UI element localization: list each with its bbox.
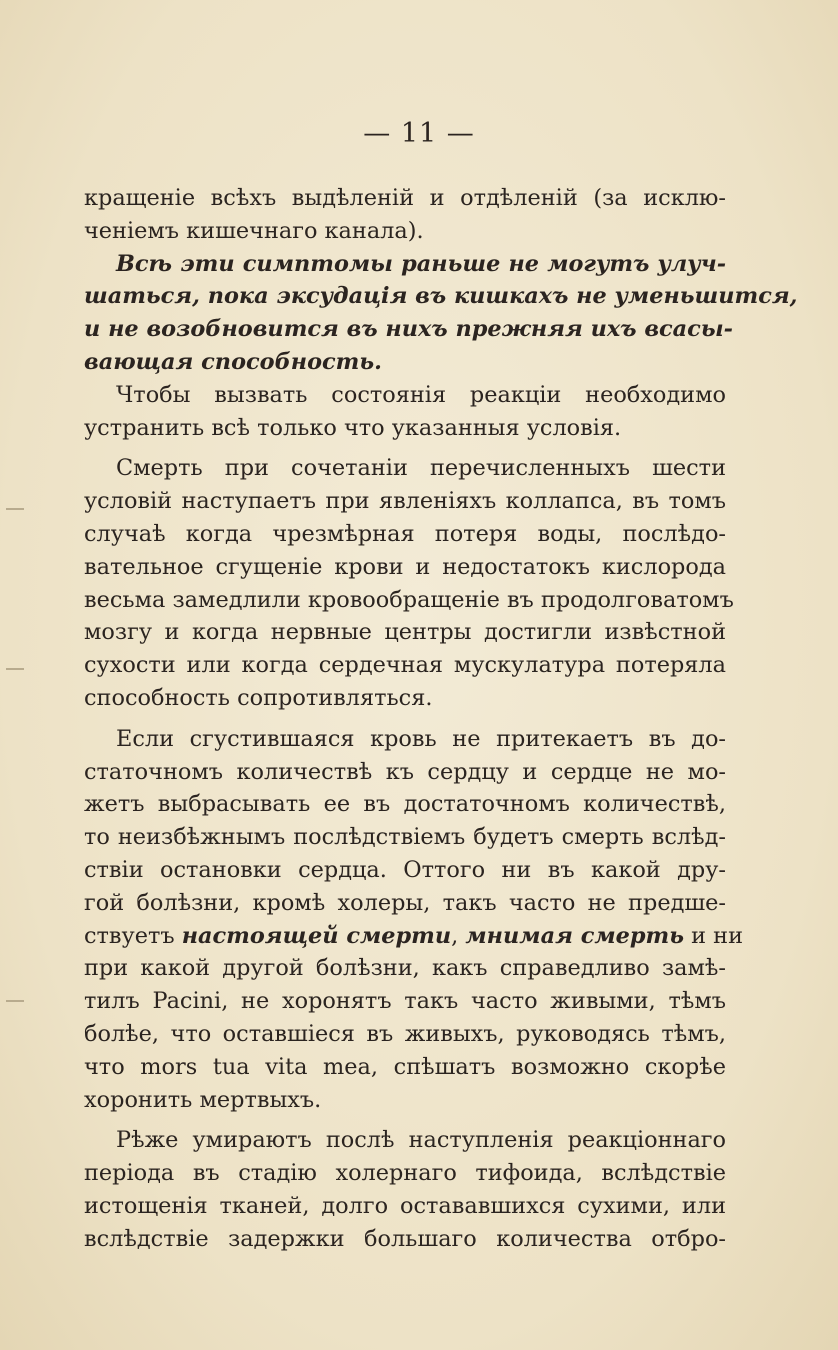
text-line: случаѣ когда чрезмѣрная потеря воды, послѣдо- xyxy=(84,520,726,547)
text-line: весьма замедлили кровообращеніе въ продолговатомъ xyxy=(84,586,734,613)
text-line: мозгу и когда нервные центры достигли извѣстной xyxy=(84,619,726,646)
text-line: Рѣже умираютъ послѣ наступленія реакціоннаго xyxy=(116,1127,726,1154)
text-line: хоронить мертвыхъ. xyxy=(84,1086,322,1113)
text-line: Смерть при сочетаніи перечисленныхъ шести xyxy=(116,455,726,482)
text-line: сухости или когда сердечная мускулатура потеряла xyxy=(84,652,726,679)
paragraph xyxy=(84,452,734,714)
emphasis-run: мнимая смерть xyxy=(465,922,684,949)
text-line: статочномъ количествѣ къ сердцу и сердце не мо- xyxy=(84,758,726,785)
text-line: способность сопротивляться. xyxy=(84,684,433,711)
text-line: ствіи остановки сердца. Оттого ни въ какой дру- xyxy=(84,856,726,883)
paragraph xyxy=(84,182,726,248)
margin-mark xyxy=(6,1000,24,1002)
margin-mark xyxy=(6,508,24,510)
margin-mark xyxy=(6,668,24,670)
text-line: болѣе, что оставшіеся въ живыхъ, руководясь тѣмъ, xyxy=(84,1020,726,1047)
text-line: вающая способность. xyxy=(84,348,382,375)
page-number: — 11 — xyxy=(363,118,475,149)
text-line: ченіемъ кишечнаго канала). xyxy=(84,217,424,244)
text-line: тилъ Pacini, не хоронятъ такъ часто живыми, тѣмъ xyxy=(84,988,726,1015)
text-line: Если сгустившаяся кровь не притекаетъ въ до- xyxy=(116,725,726,752)
text-line: что mors tua vita mea, спѣшатъ возможно скорѣе xyxy=(84,1053,726,1080)
text-line: Всѣ эти симптомы раньше не могутъ улуч- xyxy=(116,250,726,277)
paragraph xyxy=(84,1124,726,1255)
text-line: и не возобновится въ нихъ прежняя ихъ всасы- xyxy=(84,316,733,343)
text-line: кращеніе всѣхъ выдѣленій и отдѣленій (за исклю- xyxy=(84,185,726,211)
text-line: устранить всѣ только что указанныя условія. xyxy=(84,414,622,441)
paragraph xyxy=(84,723,743,1117)
text-line: шаться, пока эксудація въ кишкахъ не уменьшится, xyxy=(84,283,798,310)
text-line-mixed xyxy=(84,920,743,953)
text-run: ствуетъ xyxy=(84,922,182,949)
text-line: жетъ выбрасывать ее въ достаточномъ количествѣ, xyxy=(84,791,726,818)
text-line: Чтобы вызвать состоянія реакціи необходимо xyxy=(116,381,726,408)
paragraph-emphasis xyxy=(84,248,798,379)
text-line: условій наступаетъ при явленіяхъ коллапса, въ томъ xyxy=(84,488,726,515)
text-line: вательное сгущеніе крови и недостатокъ кислорода xyxy=(84,553,726,580)
text-line: при какой другой болѣзни, какъ справедливо замѣ- xyxy=(84,955,726,982)
text-line: вслѣдствіе задержки большаго количества отбро- xyxy=(84,1225,726,1252)
body-text xyxy=(84,182,798,1256)
text-run: и ни xyxy=(683,922,743,949)
text-line: истощенія тканей, долго остававшихся сухими, или xyxy=(84,1192,726,1219)
paragraph xyxy=(84,379,726,445)
text-line: то неизбѣжнымъ послѣдствіемъ будетъ смерть вслѣд- xyxy=(84,824,726,851)
text-run: , xyxy=(451,922,466,949)
text-line: періода въ стадію холернаго тифоида, вслѣдствіе xyxy=(84,1160,726,1187)
emphasis-run: настоящей смерти xyxy=(181,922,452,949)
text-line: гой болѣзни, кромѣ холеры, такъ часто не предше- xyxy=(84,889,726,916)
